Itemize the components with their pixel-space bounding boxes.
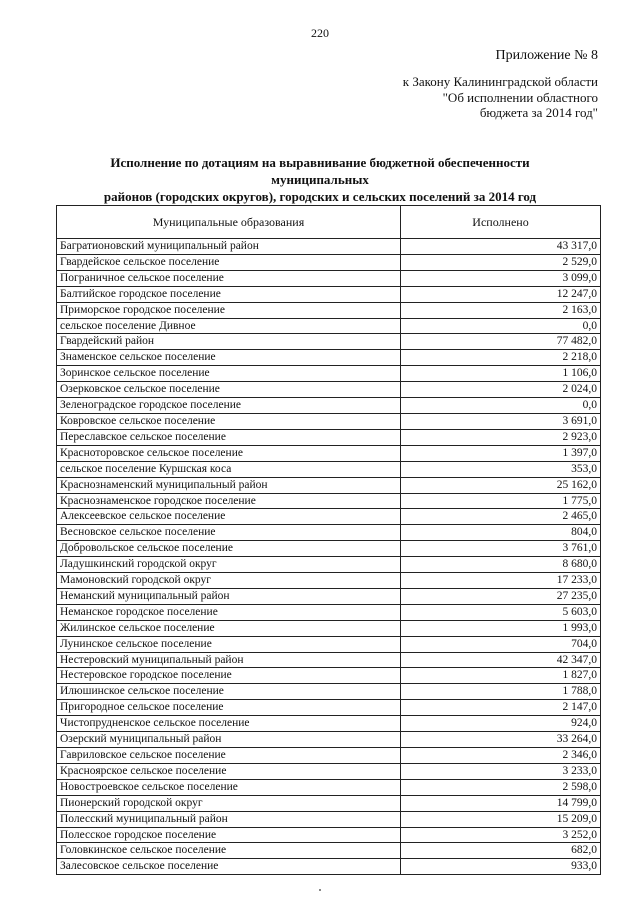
executed-amount-cell: 804,0 xyxy=(401,525,601,541)
executed-amount-cell: 3 099,0 xyxy=(401,270,601,286)
table-row xyxy=(57,398,601,414)
municipality-name-cell: Нестеровское городское поселение xyxy=(57,668,401,684)
table-row xyxy=(57,620,601,636)
executed-amount-cell: 0,0 xyxy=(401,318,601,334)
municipality-name-cell: Озерский муниципальный район xyxy=(57,732,401,748)
municipality-name-cell: Ладушкинский городской округ xyxy=(57,557,401,573)
executed-amount-cell: 25 162,0 xyxy=(401,477,601,493)
table-row xyxy=(57,350,601,366)
document-title xyxy=(60,154,580,205)
table-row xyxy=(57,493,601,509)
table-row xyxy=(57,382,601,398)
table-row xyxy=(57,429,601,445)
scan-dot xyxy=(319,889,321,891)
table-row xyxy=(57,239,601,255)
municipality-name-cell: Неманское городское поселение xyxy=(57,604,401,620)
municipality-name-cell: Переславское сельское поселение xyxy=(57,429,401,445)
municipality-name-cell: Зеленоградское городское поселение xyxy=(57,398,401,414)
table-row xyxy=(57,573,601,589)
executed-amount-cell: 2 218,0 xyxy=(401,350,601,366)
table-row xyxy=(57,668,601,684)
table-row xyxy=(57,557,601,573)
executed-amount-cell: 77 482,0 xyxy=(401,334,601,350)
page-number: 220 xyxy=(311,26,329,40)
municipality-name-cell: сельское поселение Дивное xyxy=(57,318,401,334)
municipality-name-cell: Ковровское сельское поселение xyxy=(57,413,401,429)
municipality-name-cell: Зоринское сельское поселение xyxy=(57,366,401,382)
table-row xyxy=(57,318,601,334)
executed-amount-cell: 43 317,0 xyxy=(401,239,601,255)
municipality-name-cell: Полесское городское поселение xyxy=(57,827,401,843)
table-row xyxy=(57,684,601,700)
municipality-name-cell: Красноторовское сельское поселение xyxy=(57,445,401,461)
executed-amount-cell: 2 598,0 xyxy=(401,779,601,795)
executed-amount-cell: 2 024,0 xyxy=(401,382,601,398)
municipality-name-cell: Пионерский городской округ xyxy=(57,795,401,811)
executed-amount-cell: 933,0 xyxy=(401,859,601,875)
executed-amount-cell: 704,0 xyxy=(401,636,601,652)
municipality-name-cell: Алексеевское сельское поселение xyxy=(57,509,401,525)
table-row xyxy=(57,700,601,716)
executed-amount-cell: 682,0 xyxy=(401,843,601,859)
table-row xyxy=(57,843,601,859)
municipality-name-cell: Пригородное сельское поселение xyxy=(57,700,401,716)
executed-amount-cell: 15 209,0 xyxy=(401,811,601,827)
executed-amount-cell: 353,0 xyxy=(401,461,601,477)
executed-amount-cell: 2 923,0 xyxy=(401,429,601,445)
municipality-name-cell: Весновское сельское поселение xyxy=(57,525,401,541)
table-row xyxy=(57,827,601,843)
table-row xyxy=(57,652,601,668)
municipality-name-cell: Озерковское сельское поселение xyxy=(57,382,401,398)
executed-amount-cell: 3 761,0 xyxy=(401,541,601,557)
executed-amount-cell: 1 397,0 xyxy=(401,445,601,461)
municipality-name-cell: Гвардейский район xyxy=(57,334,401,350)
table-row xyxy=(57,509,601,525)
municipality-name-cell: Приморское городское поселение xyxy=(57,302,401,318)
executed-amount-cell: 5 603,0 xyxy=(401,604,601,620)
executed-amount-cell: 1 993,0 xyxy=(401,620,601,636)
table-row xyxy=(57,286,601,302)
executed-amount-cell: 1 775,0 xyxy=(401,493,601,509)
table-row xyxy=(57,795,601,811)
executed-amount-cell: 2 163,0 xyxy=(401,302,601,318)
table-row xyxy=(57,748,601,764)
municipality-name-cell: Гавриловское сельское поселение xyxy=(57,748,401,764)
table-header-row xyxy=(57,206,601,239)
municipality-name-cell: сельское поселение Куршская коса xyxy=(57,461,401,477)
executed-amount-cell: 2 465,0 xyxy=(401,509,601,525)
municipality-name-cell: Неманский муниципальный район xyxy=(57,588,401,604)
table-row xyxy=(57,413,601,429)
table-row xyxy=(57,541,601,557)
executed-amount-cell: 1 106,0 xyxy=(401,366,601,382)
executed-amount-cell: 14 799,0 xyxy=(401,795,601,811)
executed-amount-cell: 3 252,0 xyxy=(401,827,601,843)
executed-amount-cell: 1 827,0 xyxy=(401,668,601,684)
document-title-line: Исполнение по дотациям на выравнивание бюджетной обеспеченности муниципальных xyxy=(110,155,530,187)
table-row xyxy=(57,525,601,541)
table-row xyxy=(57,254,601,270)
appendix-ref-line: к Закону Калининградской области xyxy=(402,74,598,89)
document-title-line: районов (городских округов), городских и сельских поселений за 2014 год xyxy=(103,189,537,204)
table-row xyxy=(57,732,601,748)
executed-amount-cell: 924,0 xyxy=(401,716,601,732)
table-body xyxy=(57,239,601,875)
executed-amount-cell: 8 680,0 xyxy=(401,557,601,573)
subsidy-table xyxy=(56,205,601,875)
executed-amount-cell: 17 233,0 xyxy=(401,573,601,589)
appendix-reference xyxy=(403,74,598,121)
municipality-name-cell: Краснознаменское городское поселение xyxy=(57,493,401,509)
column-header-municipality: Муниципальные образования xyxy=(57,206,401,239)
municipality-name-cell: Знаменское сельское поселение xyxy=(57,350,401,366)
municipality-name-cell: Залесовское сельское поселение xyxy=(57,859,401,875)
executed-amount-cell: 3 691,0 xyxy=(401,413,601,429)
table-row xyxy=(57,636,601,652)
executed-amount-cell: 2 147,0 xyxy=(401,700,601,716)
municipality-name-cell: Илюшинское сельское поселение xyxy=(57,684,401,700)
municipality-name-cell: Балтийское городское поселение xyxy=(57,286,401,302)
municipality-name-cell: Пограничное сельское поселение xyxy=(57,270,401,286)
appendix-ref-line: "Об исполнении областного xyxy=(442,89,598,105)
executed-amount-cell: 2 346,0 xyxy=(401,748,601,764)
municipality-name-cell: Краснознаменский муниципальный район xyxy=(57,477,401,493)
appendix-ref-line: бюджета за 2014 год" xyxy=(479,105,598,120)
table-row xyxy=(57,334,601,350)
executed-amount-cell: 3 233,0 xyxy=(401,763,601,779)
table-row xyxy=(57,716,601,732)
executed-amount-cell: 1 788,0 xyxy=(401,684,601,700)
executed-amount-cell: 0,0 xyxy=(401,398,601,414)
municipality-name-cell: Чистопрудненское сельское поселение xyxy=(57,716,401,732)
municipality-name-cell: Мамоновский городской округ xyxy=(57,573,401,589)
municipality-name-cell: Лунинское сельское поселение xyxy=(57,636,401,652)
municipality-name-cell: Добровольское сельское поселение xyxy=(57,541,401,557)
municipality-name-cell: Красноярское сельское поселение xyxy=(57,763,401,779)
executed-amount-cell: 33 264,0 xyxy=(401,732,601,748)
table-row xyxy=(57,270,601,286)
executed-amount-cell: 27 235,0 xyxy=(401,588,601,604)
municipality-name-cell: Нестеровский муниципальный район xyxy=(57,652,401,668)
table-row xyxy=(57,588,601,604)
municipality-name-cell: Жилинское сельское поселение xyxy=(57,620,401,636)
table-row xyxy=(57,366,601,382)
municipality-name-cell: Головкинское сельское поселение xyxy=(57,843,401,859)
table-row xyxy=(57,763,601,779)
table-row xyxy=(57,859,601,875)
municipality-name-cell: Новостроевское сельское поселение xyxy=(57,779,401,795)
table-row xyxy=(57,461,601,477)
table-row xyxy=(57,604,601,620)
table-row xyxy=(57,811,601,827)
table-row xyxy=(57,779,601,795)
table-row xyxy=(57,302,601,318)
executed-amount-cell: 12 247,0 xyxy=(401,286,601,302)
table-row xyxy=(57,445,601,461)
executed-amount-cell: 42 347,0 xyxy=(401,652,601,668)
table-row xyxy=(57,477,601,493)
column-header-executed: Исполнено xyxy=(401,206,601,239)
municipality-name-cell: Полесский муниципальный район xyxy=(57,811,401,827)
municipality-name-cell: Багратионовский муниципальный район xyxy=(57,239,401,255)
executed-amount-cell: 2 529,0 xyxy=(401,254,601,270)
appendix-title: Приложение № 8 xyxy=(495,48,598,63)
municipality-name-cell: Гвардейское сельское поселение xyxy=(57,254,401,270)
